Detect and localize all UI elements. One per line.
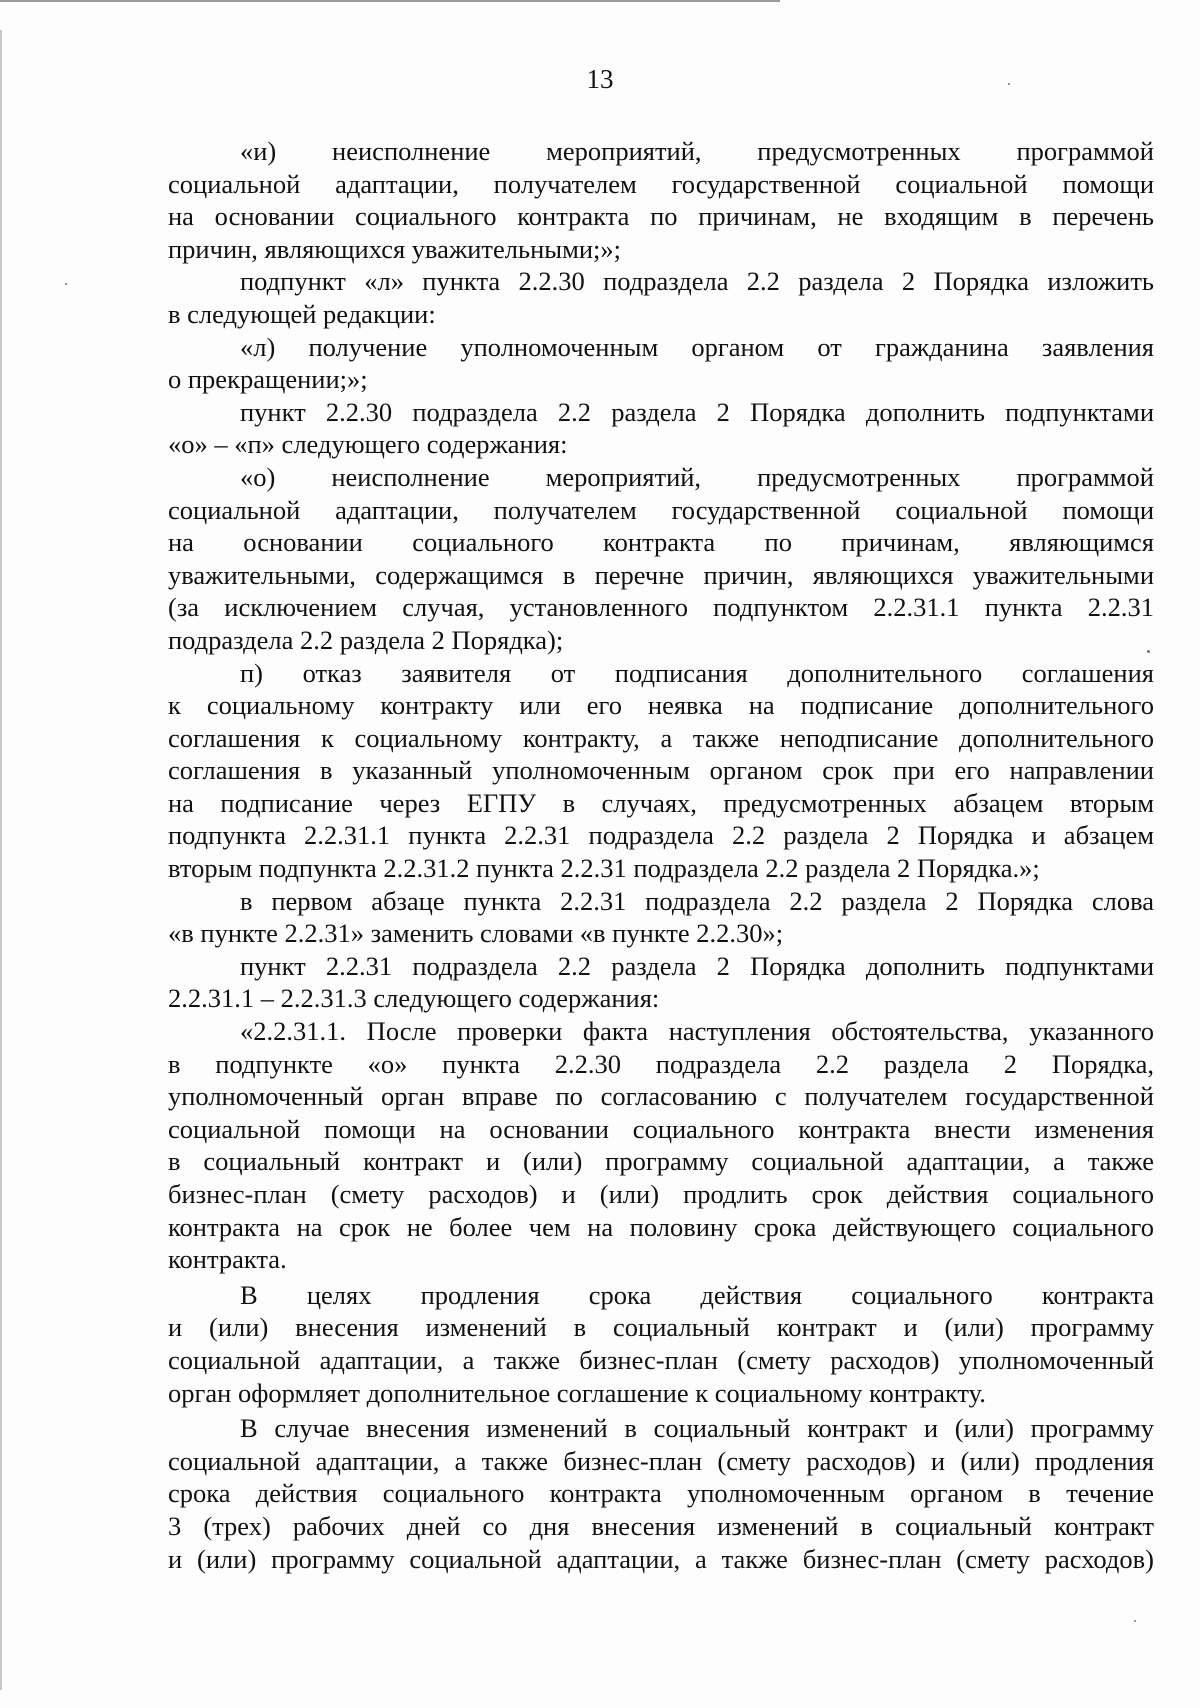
text-line: социальной помощи на основании социального контракта внести изменения <box>168 1113 1154 1144</box>
paragraph <box>168 1015 1154 1276</box>
scan-edge-top <box>0 0 780 2</box>
paragraph <box>168 135 1154 265</box>
document-body <box>168 135 1154 1575</box>
text-line: бизнес-план (смету расходов) и (или) продлить срок действия социального <box>168 1179 1154 1209</box>
text-line: контракта. <box>168 1244 287 1275</box>
text-line: социальной адаптации, получателем государственной социальной помощи <box>168 168 1154 199</box>
text-line: и (или) программу социальной адаптации, а также бизнес-план (смету расходов) <box>168 1543 1154 1574</box>
text-line: причин, являющихся уважительными;»; <box>168 233 621 264</box>
text-line: срока действия социального контракта уполномоченным органом в течение <box>168 1478 1154 1509</box>
text-line: подпункта 2.2.31.1 пункта 2.2.31 подраздела 2.2 раздела 2 Порядка и абзацем <box>168 820 1154 851</box>
text-line: 3 (трех) рабочих дней со дня внесения изменений в социальный контракт <box>168 1510 1154 1541</box>
text-line: и (или) внесения изменений в социальный контракт и (или) программу <box>168 1312 1154 1343</box>
text-line: в социальный контракт и (или) программу социальной адаптации, а также <box>168 1146 1154 1177</box>
scan-speck <box>1008 83 1010 85</box>
text-line: социальной адаптации, а также бизнес-план (смету расходов) уполномоченный <box>168 1344 1154 1375</box>
text-line: (за исключением случая, установленного подпунктом 2.2.31.1 пункта 2.2.31 <box>168 592 1154 623</box>
paragraph <box>168 885 1154 950</box>
text-line: соглашения к социальному контракту, а также неподписание дополнительного <box>168 722 1154 753</box>
paragraph <box>168 461 1154 657</box>
scan-speck <box>1134 1620 1136 1622</box>
text-line: в следующей редакции: <box>168 298 436 329</box>
text-line: о прекращении;»; <box>168 364 368 395</box>
paragraph <box>168 1279 1154 1409</box>
paragraph <box>168 265 1154 330</box>
text-line: «о) неисполнение мероприятий, предусмотренных программой <box>240 461 1154 492</box>
text-line: «и) неисполнение мероприятий, предусмотренных программой <box>240 136 1154 166</box>
scan-speck <box>65 283 67 285</box>
scan-speck <box>1147 650 1150 653</box>
text-line: пункт 2.2.30 подраздела 2.2 раздела 2 Порядка дополнить подпунктами <box>240 396 1154 427</box>
text-line: п) отказ заявителя от подписания дополнительного соглашения <box>240 657 1154 688</box>
text-line: к социальному контракту или его неявка на подписание дополнительного <box>168 690 1154 721</box>
text-line: в первом абзаце пункта 2.2.31 подраздела 2.2 раздела 2 Порядка слова <box>240 885 1154 916</box>
text-line: «2.2.31.1. После проверки факта наступления обстоятельства, указанного <box>240 1016 1154 1047</box>
text-line: орган оформляет дополнительное соглашение к социальному контракту. <box>168 1377 986 1408</box>
paragraph <box>168 657 1154 885</box>
text-line: уполномоченный орган вправе по согласованию с получателем государственной <box>168 1081 1154 1112</box>
text-line: подпункт «л» пункта 2.2.30 подраздела 2.2 раздела 2 Порядка изложить <box>240 266 1154 297</box>
text-line: на подписание через ЕГПУ в случаях, предусмотренных абзацем вторым <box>168 787 1154 818</box>
text-line: уважительными, содержащимся в перечне причин, являющихся уважительными <box>168 559 1154 590</box>
text-line: пункт 2.2.31 подраздела 2.2 раздела 2 Порядка дополнить подпунктами <box>240 950 1154 981</box>
text-line: В случае внесения изменений в социальный контракт и (или) программу <box>240 1413 1154 1444</box>
text-line: на основании социального контракта по причинам, являющимся <box>168 527 1154 558</box>
text-line: «о» – «п» следующего содержания: <box>168 429 568 460</box>
paragraph <box>168 331 1154 396</box>
text-line: подраздела 2.2 раздела 2 Порядка); <box>168 624 564 655</box>
scan-edge-left <box>0 30 2 1690</box>
page-number: 13 <box>586 64 614 94</box>
text-line: контракта на срок не более чем на половину срока действующего социального <box>168 1211 1154 1242</box>
text-line: 2.2.31.1 – 2.2.31.3 следующего содержания: <box>168 983 660 1014</box>
text-line: В целях продления срока действия социального контракта <box>240 1279 1154 1310</box>
paragraph <box>168 396 1154 461</box>
text-line: социальной адаптации, а также бизнес-план (смету расходов) и (или) продления <box>168 1445 1154 1476</box>
text-line: вторым подпункта 2.2.31.2 пункта 2.2.31 подраздела 2.2 раздела 2 Порядка.»; <box>168 853 1040 884</box>
text-line: социальной адаптации, получателем государственной социальной помощи <box>168 494 1154 525</box>
text-line: «в пункте 2.2.31» заменить словами «в пункте 2.2.30»; <box>168 918 784 949</box>
text-line: в подпункте «о» пункта 2.2.30 подраздела 2.2 раздела 2 Порядка, <box>168 1048 1154 1079</box>
text-line: на основании социального контракта по причинам, не входящим в перечень <box>168 201 1154 232</box>
paragraph <box>168 950 1154 1015</box>
paragraph <box>168 1412 1154 1575</box>
text-line: «л) получение уполномоченным органом от гражданина заявления <box>240 331 1154 362</box>
text-line: соглашения в указанный уполномоченным органом срок при его направлении <box>168 755 1154 786</box>
